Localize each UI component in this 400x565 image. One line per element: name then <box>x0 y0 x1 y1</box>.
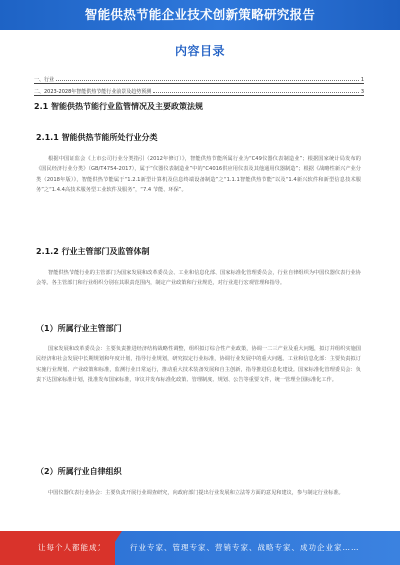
subheading-authorities: （1）所属行业主管部门 <box>36 324 122 333</box>
toc-item-page: 3 <box>360 89 364 95</box>
toc-item-label: 二、2023-2028年智能供热节能行业前景及趋势预测 <box>34 89 152 95</box>
paragraph-authorities: 国家发展和改革委员会：主要负责推进经济结构战略性调整，组织拟订综合性产业政策，协调一二三产业及重大问题，拟订并组织实施国民经济和社会发展中长期规划和年度计划，指导行业规划，研究拟定行业标准，协调行业发展中的重大问题。工业和信息化部：主要负责拟订实施行业规划、产业政策和标准，监测行业日常运行，推动重大技术装备发展和自主创新，指导推进信息化建设。国家标准化管理委员会：负责下达国家标准计划，批准发布国家标准，审议并发布标准化政策、管理制度、规划、公告等重要文件，统一管理全国标准化工作。 <box>36 346 361 384</box>
toc-item-label: 一、行业 <box>34 77 55 83</box>
section-heading-2-1-2: 2.1.2 行业主管部门及监管体制 <box>36 247 150 256</box>
toc-leader <box>153 91 359 93</box>
report-title: 智能供热节能企业技术创新策略研究报告 <box>84 7 316 22</box>
footer-slogan-right: 行业专家、管理专家、营销专家、战略专家、成功企业家…… <box>130 543 360 552</box>
section-heading-2-1: 2.1 智能供热节能行业监管情况及主要政策法规 <box>34 102 203 111</box>
table-of-contents <box>34 72 364 96</box>
section-heading-2-1-1: 2.1.1 智能供热节能所处行业分类 <box>36 133 158 142</box>
footer-divider-shape <box>100 531 122 565</box>
toc-item[interactable] <box>34 84 364 96</box>
paragraph-self-regulation: 中国仪器仪表行业协会：主要负责开展行业调查研究，向政府部门提出行业发展和立法等方面的意见和建议，参与制定行业标准。 <box>48 490 344 496</box>
footer-slogan-left: 让每个人都能成为 <box>0 531 115 565</box>
paragraph-regulatory-system: 智能供热节能行业的主管部门为国家发展和改革委员会、工业和信息化部、国家标准化管理委员会，行业自律组织为中国仪器仪表行业协会等。各主管部门和行业组织分别在其职责范围内，制定产业政策和行业规范，对行业进行宏观管理和指导。 <box>36 270 361 287</box>
toc-item[interactable] <box>34 72 364 84</box>
subheading-self-regulation: （2）所属行业自律组织 <box>36 467 122 476</box>
toc-leader <box>56 79 359 81</box>
paragraph-industry-classification: 根据中国证监会《上市公司行业分类指引（2012年修订）》，智能供热节能所属行业为“C49仪器仪表制造业”；根据国家统计局发布的《国民经济行业分类》（GB/T4754-2017），属于“仪器仪表制造业”中的“C4016供应用仪表及其他通用仪器制造”；根据《战略性新兴产业分类（2018年版）》，智能供热节能属于“1.2.1新型计算机及信息终端设备制造”之“1.1.1智能供热节能”以及“1.4新兴软件和新型信息技术服务”之“1.4.4高技术服务型工业软件及服务”，“7.4 节能、环保”。 <box>36 156 361 194</box>
toc-item-page: 1 <box>360 77 364 83</box>
toc-title: 内容目录 <box>174 44 225 58</box>
footer-banner <box>0 531 400 565</box>
header-banner <box>0 0 400 30</box>
